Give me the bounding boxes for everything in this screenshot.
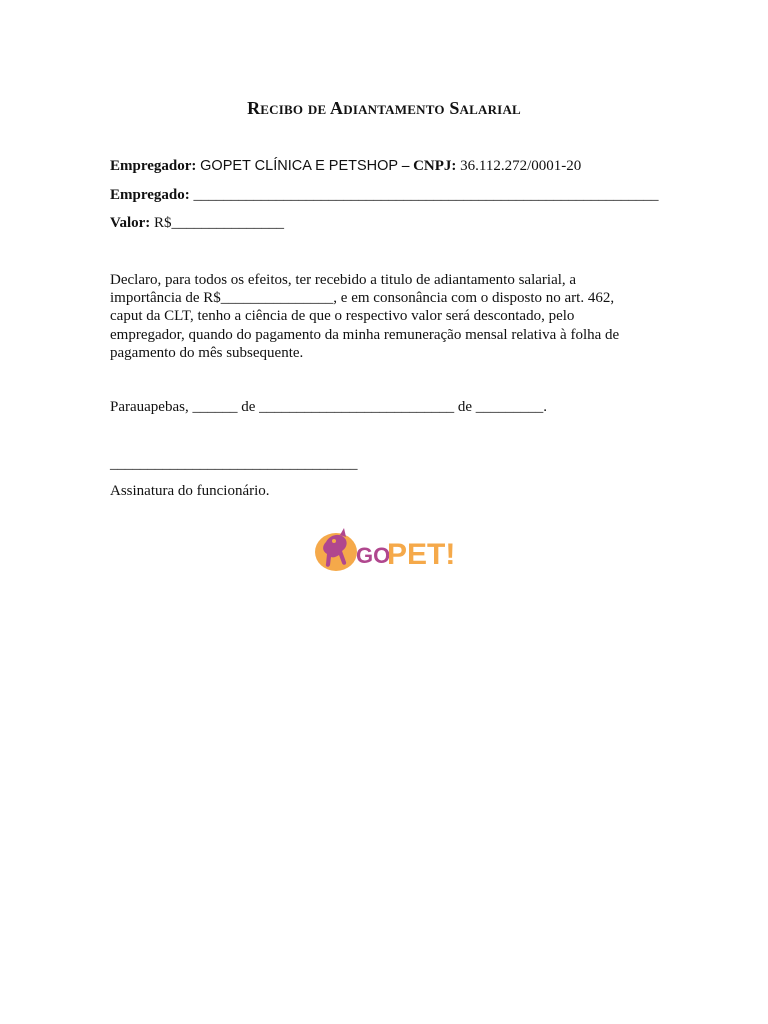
employee-line xyxy=(110,187,658,204)
document-title: Recibo de Adiantamento Salarial xyxy=(247,98,521,118)
signature-line: _________________________________ xyxy=(110,456,358,472)
declaration-line: pagamento do mês subsequente. xyxy=(110,344,304,361)
value-prefix: R$ xyxy=(154,215,172,231)
declaration-line: empregador, quando do pagamento da minha remuneração mensal relativa à folha de xyxy=(110,326,620,343)
signature-label: Assinatura do funcionário. xyxy=(110,483,270,499)
declaration-line: caput da CLT, tenho a ciência de que o respectivo valor será descontado, pelo xyxy=(110,308,575,325)
value-blank: _______________ xyxy=(171,215,285,231)
employer-label: Empregador: xyxy=(110,158,197,174)
value-label: Valor: xyxy=(110,215,151,231)
employer-name: GOPET CLÍNICA E PETSHOP xyxy=(200,158,399,174)
pet-logo-icon xyxy=(312,520,462,582)
date-line: Parauapebas, ______ de __________________________ de _________. xyxy=(110,399,548,415)
cnpj-label: CNPJ: xyxy=(413,158,457,174)
logo-text-pet: PET! xyxy=(387,538,456,571)
employer-line xyxy=(110,158,581,175)
declaration-line: Declaro, para todos os efeitos, ter recebido a titulo de adiantamento salarial, a xyxy=(110,272,577,288)
employee-label: Empregado: xyxy=(110,187,190,203)
cnpj-value: 36.112.272/0001-20 xyxy=(460,158,582,174)
employer-separator: – xyxy=(398,158,414,174)
declaration-line: importância de R$_______________, e em consonância com o disposto no art. 462, xyxy=(110,290,615,307)
value-line xyxy=(110,215,284,232)
gopet-logo xyxy=(312,520,462,582)
logo-text-go: GO xyxy=(356,543,391,568)
employee-blank: ______________________________________________________________ xyxy=(193,187,659,203)
declaration-paragraph xyxy=(110,271,670,362)
